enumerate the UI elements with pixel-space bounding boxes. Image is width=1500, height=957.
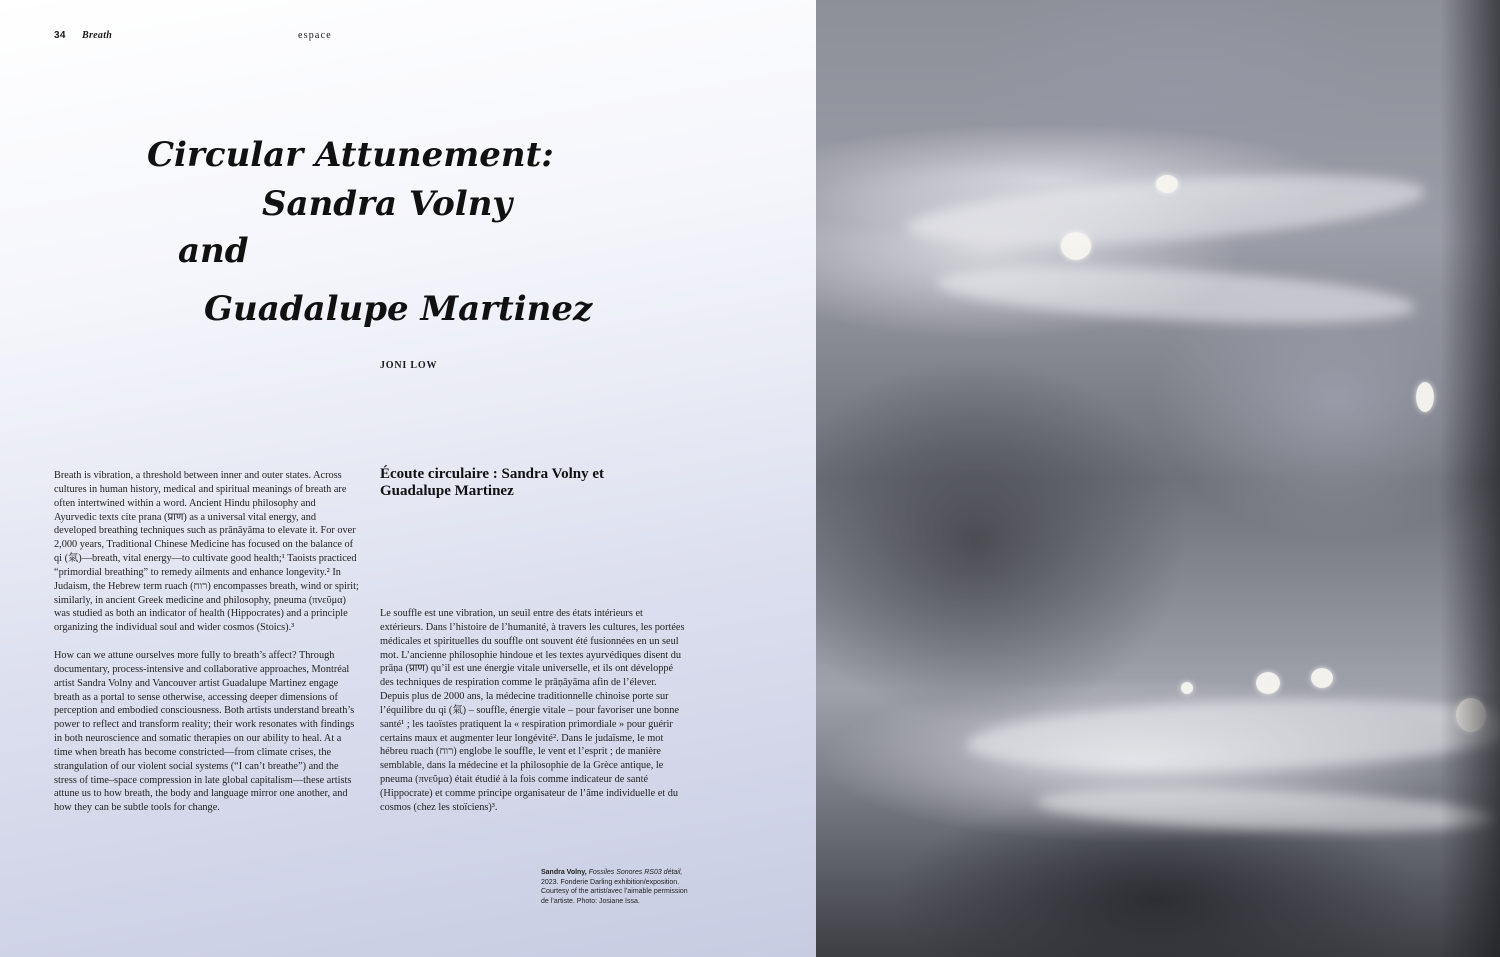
title-line-2: Sandra Volny (262, 184, 513, 224)
artwork-photo (816, 0, 1500, 957)
english-body (54, 469, 360, 829)
artwork-droplet (1061, 232, 1091, 260)
author-byline: JONI LOW (380, 360, 438, 371)
english-paragraph-1: Breath is vibration, a threshold between inner and outer states. Across cultures in human history, medical and spiritual meanings of breath are often intertwined within a word. Ancient Hindu philosophy and Ayurvedic texts cite prana (प्राण) as a universal vital energy, and developed breathing techniques such as prānāyāma to elevate it. For over 2,000 years, Traditional Chinese Medicine has focused on the balance of qi (氣)—breath, vital energy—to cultivate good health;¹ Taoists practiced “primordial breathing” to remedy ailments and enhance longevity.² In Judaism, the Hebrew term ruach (רוח) encompasses breath, wind or spirit; similarly, in ancient Greek medicine and philosophy, pneuma (πνεῦμα) was studied as both an indicator of health (Hippocrates) and a principle organizing the individual soul and wider cosmos (Stoics).³ (54, 470, 359, 634)
caption-work: Fossiles Sonores RS03 détail, (588, 869, 683, 876)
artwork-dark-edge (1440, 0, 1500, 957)
title-line-4: Guadalupe Martinez (204, 289, 593, 329)
artwork-streak (965, 690, 1500, 780)
title-line-3: and (178, 231, 249, 271)
title-line-1: Circular Attunement: (147, 135, 554, 175)
artwork-droplet (1311, 668, 1333, 688)
french-paragraph-1: Le souffle est une vibration, un seuil entre des états intérieurs et extérieurs. Dans l’histoire de l’humanité, à travers les cultures, les portées médicales et spirituelles du souffle ont souvent été fusionnées en un seul mot. L’ancienne philosophie hindoue et les textes ayurvédiques disent du prāṇa (प्राण) qu’il est une énergie vitale universelle, et ils ont développé des techniques de respiration comme le prāṇāyāma afin de l’élever. Depuis plus de 2000 ans, la médecine traditionnelle chinoise porte sur l’équilibre du qi (氣) – souffle, énergie vitale – pour favoriser une bonne santé¹ ; les taoïstes pratiquent la « respiration primordiale » pour guérir certains maux et augmenter leur longévité². Dans le judaïsme, le mot hébreu ruach (רוח) englobe le souffle, le vent et l’esprit ; de manière semblable, dans la médecine et la philosophie de la Grèce antique, le pneuma (πνεῦμα) était étudié à la fois comme indicateur de santé (Hippocrate) et comme principe organisateur de l’âme individuelle et du cosmos (chez les stoïciens)³. (380, 608, 685, 813)
english-paragraph-2: How can we attune ourselves more fully to breath’s affect? Through documentary, process-intensive and collaborative approaches, Montréal artist Sandra Volny and Vancouver artist Guadalupe Martinez engage breath as a portal to sense otherwise, accessing deeper dimensions of perception and embodied consciousness. Both artists understand breath’s power to reflect and transform reality; their work resonates with findings in both neuroscience and somatic therapies on our ability to heal. At a time when breath has become constricted—from climate crises, the strangulation of our violent social systems (“I can’t breathe”) and the stress of time–space compression in late global capitalism—these artists attune us to how breath, the body and language mirror one another, and how they can be subtle tools for change. (54, 649, 355, 814)
caption-details: 2023. Fonderie Darling exhibition/exposition. Courtesy of the artist/avec l’aimable permission de l’artiste. Photo: Josiane Issa. (541, 878, 688, 905)
artwork-streak (935, 257, 1417, 332)
page-number: 34 (54, 30, 66, 41)
image-caption (541, 868, 691, 906)
caption-artist: Sandra Volny, (541, 869, 587, 876)
artwork-droplet (1416, 382, 1434, 412)
magazine-name: espace (298, 30, 332, 41)
artwork-droplet (1256, 672, 1280, 694)
artwork-droplet (1181, 682, 1193, 694)
artwork-droplet (1156, 175, 1178, 193)
french-title: Écoute circulaire : Sandra Volny et Guadalupe Martinez (380, 466, 605, 499)
section-name: Breath (82, 30, 113, 41)
artwork-streak (1035, 782, 1496, 838)
